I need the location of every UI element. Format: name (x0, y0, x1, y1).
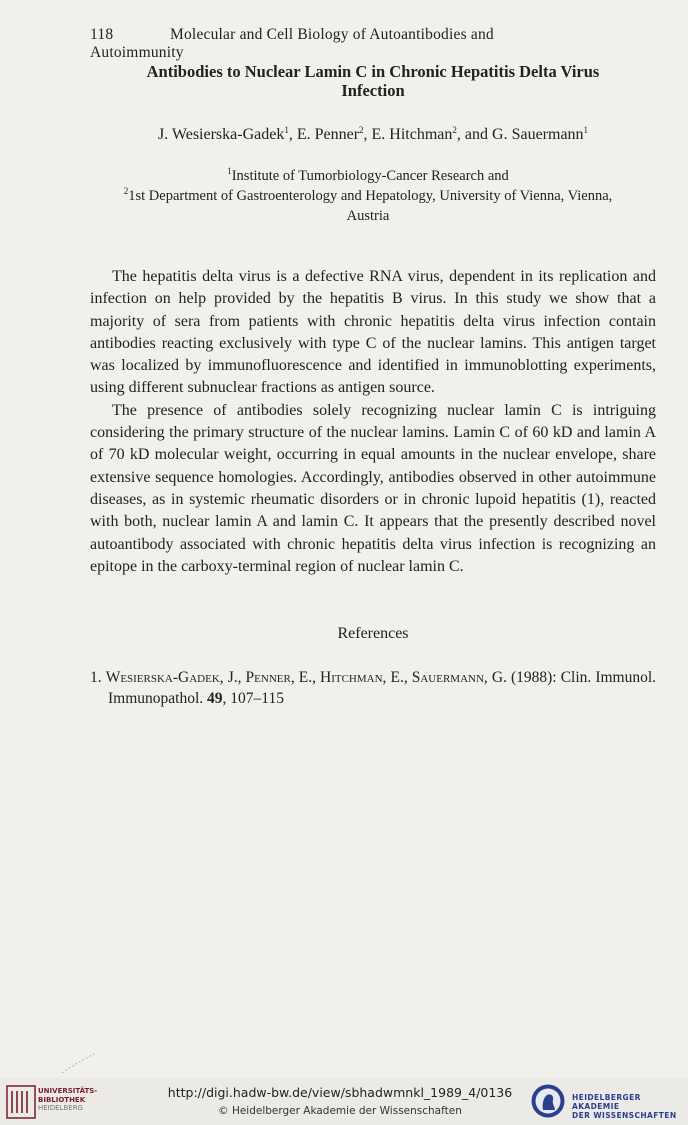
article-title (90, 62, 656, 100)
academy-seal-icon[interactable] (530, 1083, 566, 1119)
reference-volume: 49 (207, 690, 223, 707)
university-library-logo-icon[interactable] (6, 1085, 36, 1119)
author-name: J. Wesierska-Gadek (157, 126, 285, 143)
affiliations (80, 166, 656, 226)
author-name: E. Hitchman (371, 126, 453, 143)
page-number: 118 (90, 26, 114, 43)
body-paragraph: The hepatitis delta virus is a defective RNA virus, dependent in its replication and infection on help provided by the hepatitis B virus. In this study we show that a majority of sera from patients with chronic hepatitis delta virus infection contain antibodies reacting exclusively with type C of the nuclear lamins. This antigen target was localized by immunofluorescence and identified in immunoblotting experiments, using different subnuclear fractions as antigen source. (90, 268, 656, 397)
digitization-footer (0, 1078, 688, 1125)
running-header (90, 26, 590, 62)
logo-line: UNIVERSITÄTS- (38, 1087, 98, 1095)
running-title: Molecular and Cell Biology of Autoantibodies and Autoimmunity (90, 26, 494, 61)
author-affiliation-mark: 1 (284, 125, 289, 135)
author-name: E. Penner (296, 126, 360, 143)
reference-year: (1988): (510, 669, 557, 686)
affiliation-line (80, 166, 656, 186)
author-separator: , and (456, 126, 493, 143)
logo-line: HEIDELBERGER AKADEMIE (572, 1093, 641, 1111)
author-affiliation-mark: 1 (583, 125, 589, 135)
author-affiliation-mark: 2 (452, 125, 457, 135)
reference-item (90, 667, 656, 709)
author-separator: , (363, 126, 372, 143)
affiliation-mark: 2 (123, 186, 129, 196)
author-separator: , (288, 126, 297, 143)
title-line-1: Antibodies to Nuclear Lamin C in Chronic Hepatitis Delta Virus (146, 62, 600, 81)
logo-line: HEIDELBERG (38, 1104, 83, 1112)
logo-line: DER WISSENSCHAFTEN (572, 1111, 677, 1120)
affiliation-text: Austria (346, 208, 390, 224)
title-line-2: Infection (341, 81, 405, 100)
affiliation-line (80, 206, 656, 226)
academy-logo-text (572, 1093, 688, 1120)
reference-pages: , 107–115 (222, 690, 284, 707)
author-list (90, 126, 656, 144)
reference-number: 1. (90, 669, 102, 686)
permalink-url[interactable]: http://digi.hadw-bw.de/view/sbhadwmnkl_1989_4/0136 (167, 1085, 513, 1100)
copyright-notice: © Heidelberger Akademie der Wissenschaften (218, 1105, 462, 1117)
reference-journal: Clin. Immunol. Immunopathol. (108, 669, 657, 707)
pencil-mark (60, 1050, 100, 1075)
university-library-logo-text (38, 1087, 97, 1113)
reference-authors: Wesierska-Gadek, J., Penner, E., Hitchman, E., Sauermann, G. (105, 669, 507, 686)
affiliation-line (80, 186, 656, 206)
references-heading: References (337, 625, 409, 642)
abstract-body (90, 266, 656, 578)
body-paragraph: The presence of antibodies solely recognizing nuclear lamin C is intriguing considering the primary structure of the nuclear lamins. Lamin C of 60 kD and lamin A of 70 kD molecular weight, occurring in equal amounts in the nuclear envelope, share extensive sequence homologies. Accordingly, antibodies observed in other autoimmune diseases, as in systemic rheumatic disorders or in chronic lupoid hepatitis (1), reacted with both, nuclear lamin A and lamin C. It appears that the presently described novel autoantibody associated with chronic hepatitis delta virus infection is recognizing an epitope in the carboxy-terminal region of nuclear lamin C. (90, 401, 656, 575)
affiliation-text: Institute of Tumorbiology-Cancer Research and (231, 168, 509, 184)
author-name: G. Sauermann (492, 126, 584, 143)
affiliation-text: 1st Department of Gastroenterology and Hepatology, University of Vienna, Vienna, (128, 188, 613, 204)
affiliation-mark: 1 (227, 166, 232, 176)
author-affiliation-mark: 2 (359, 125, 364, 135)
logo-line: BIBLIOTHEK (38, 1095, 86, 1104)
